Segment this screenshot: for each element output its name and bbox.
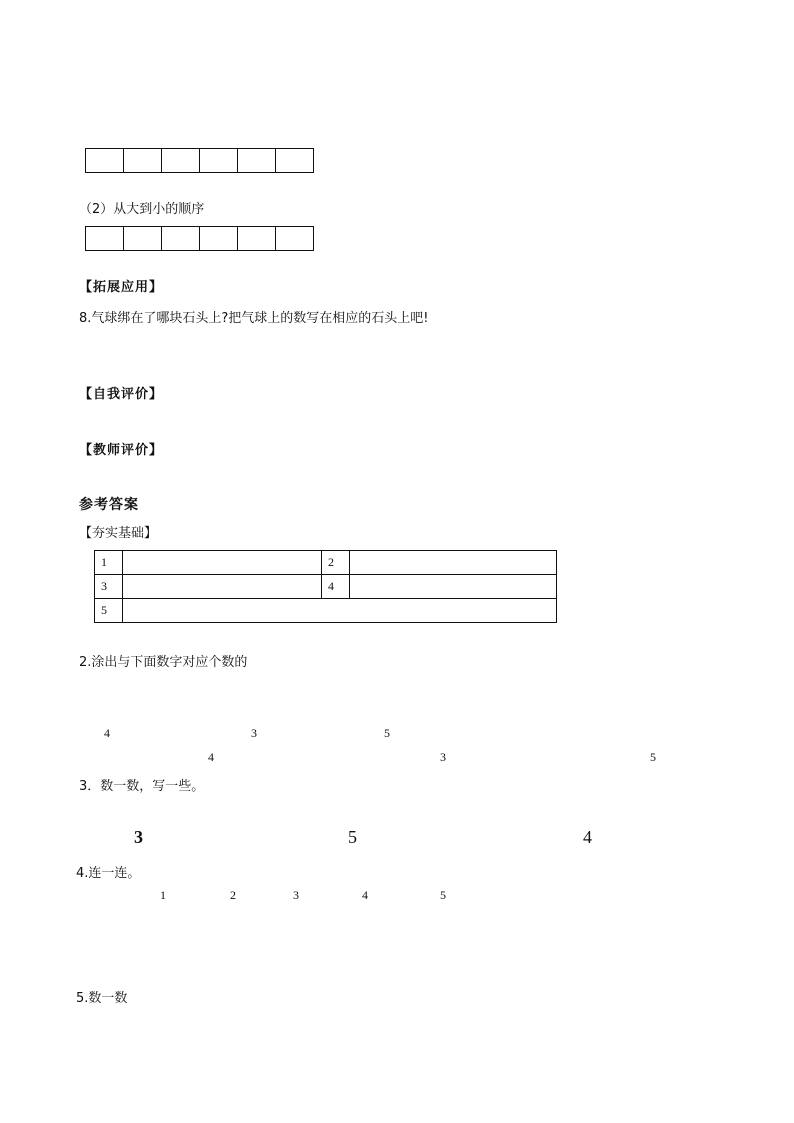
answer-box[interactable] — [238, 227, 276, 251]
q4-number: 1 — [160, 888, 166, 902]
q4-number: 2 — [230, 888, 236, 902]
q3-number: 5 — [348, 827, 357, 847]
table-cell-answer — [123, 551, 322, 575]
table-row — [95, 575, 557, 599]
answer-box[interactable] — [200, 149, 238, 173]
answer-box[interactable] — [200, 227, 238, 251]
q2-number: 3 — [251, 726, 257, 740]
answer-box[interactable] — [276, 149, 314, 173]
table-cell-answer — [350, 575, 557, 599]
sorting-desc-label: （2）从大到小的顺序 — [79, 202, 205, 217]
q3-number: 3 — [134, 827, 143, 847]
table-cell-answer — [123, 575, 322, 599]
table-cell-answer — [350, 551, 557, 575]
answer-box[interactable] — [86, 149, 124, 173]
table-row — [95, 551, 557, 575]
question-3: 3．数一数，写一些。 — [79, 779, 205, 794]
q2-number: 3 — [440, 750, 446, 764]
answer-boxes-descending — [85, 226, 314, 251]
q2-number: 4 — [104, 726, 110, 740]
table-cell-number: 4 — [322, 575, 350, 599]
answers-title: 参考答案 — [79, 497, 139, 513]
answer-boxes-ascending — [85, 148, 314, 173]
answer-box[interactable] — [238, 149, 276, 173]
answer-box[interactable] — [124, 227, 162, 251]
section-extension: 【拓展应用】 — [79, 280, 164, 295]
question-4: 4.连一连。 — [76, 866, 141, 881]
answer-box[interactable] — [124, 149, 162, 173]
table-cell-number: 2 — [322, 551, 350, 575]
table-cell-answer — [123, 599, 557, 623]
section-teacher-evaluation: 【教师评价】 — [79, 443, 164, 458]
section-basic: 【夯实基础】 — [79, 526, 158, 541]
q4-number: 4 — [362, 888, 368, 902]
section-self-evaluation: 【自我评价】 — [79, 387, 164, 402]
q2-number: 5 — [384, 726, 390, 740]
q2-number: 5 — [650, 750, 656, 764]
q3-number: 4 — [583, 827, 592, 847]
q2-number: 4 — [208, 750, 214, 764]
table-cell-number: 3 — [95, 575, 123, 599]
answer-box[interactable] — [162, 227, 200, 251]
question-2: 2.涂出与下面数字对应个数的 — [79, 655, 248, 670]
question-5: 5.数一数 — [76, 991, 128, 1006]
answer-table — [94, 550, 557, 623]
q4-number: 5 — [440, 888, 446, 902]
table-cell-number: 5 — [95, 599, 123, 623]
q4-number: 3 — [293, 888, 299, 902]
question-8: 8.气球绑在了哪块石头上?把气球上的数写在相应的石头上吧! — [79, 311, 429, 326]
answer-box[interactable] — [162, 149, 200, 173]
answer-box[interactable] — [86, 227, 124, 251]
table-cell-number: 1 — [95, 551, 123, 575]
table-row — [95, 599, 557, 623]
answer-box[interactable] — [276, 227, 314, 251]
